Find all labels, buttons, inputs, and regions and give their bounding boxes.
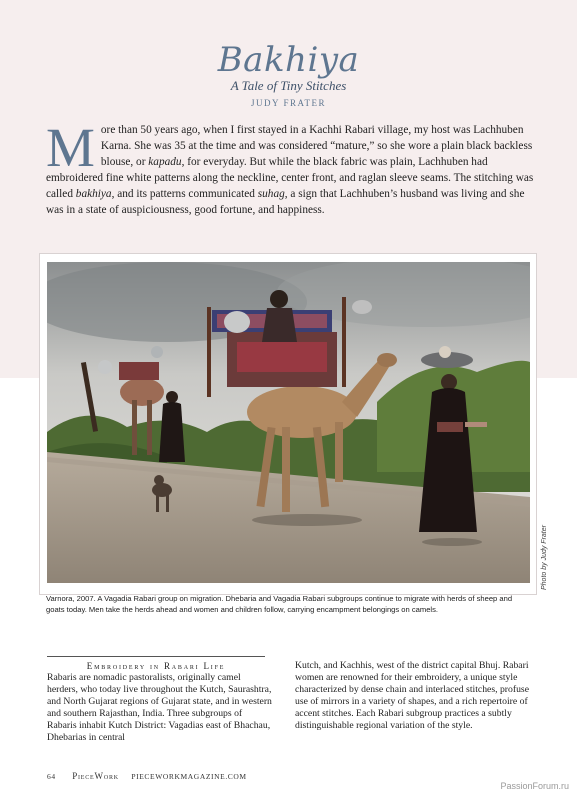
article-title: Bakhiya [217, 40, 360, 80]
intro-text-run: ore than 50 years ago, when I first stayed in a Kachhi Rabari village, my host was Lachhuben Karna. She was 35 at the time and was considered “mature,” so she wore a plain black backless blouse, or [100, 124, 533, 168]
section-heading: Embroidery in Rabari Life [86, 661, 226, 671]
intro-text-run: , a sign that Lachhuben’s husband was living and she was in a state of auspiciousness, good fortune, and happiness. [46, 187, 525, 216]
intro-text-run: , for everyday. But while the black fabric was plain, Lachhuben had embroidered fine white patterns along the neckline, center front, and raglan sleeve seams. The stitching was called [46, 155, 534, 200]
section-divider [47, 656, 265, 657]
intro-text-run: , and its patterns communicated [111, 187, 258, 200]
drop-cap: M [46, 117, 95, 178]
magazine-name: PieceWork [72, 771, 119, 781]
photo-caption: Varnora, 2007. A Vagadia Rabari group on migration. Dhebaria and Vagadia Rabari subgroups continue to migrate with herds of sheep and goats today. Men take the herds ahead and women and children follow, carrying encampment belongings on camels. [46, 594, 513, 614]
photo-credit: Photo by Judy Frater [541, 525, 548, 590]
intro-paragraph [46, 117, 536, 218]
body-column-right: Kutch, and Kachhis, west of the district capital Bhuj. Rabari women are renowned for their embroidery, a unique style characterized by dense chain and interlaced stitches, profuse use of mirrors in a variety of shapes, and a rich repertoire of accent stitches. Each Rabari subgroup practices a subtly distinguishable regional variation of the style. [295, 660, 530, 731]
migration-photo [47, 262, 530, 583]
page-footer [47, 771, 247, 782]
page-number: 64 [47, 772, 56, 781]
watermark: PassionForum.ru [500, 781, 569, 791]
article-byline: JUDY FRATER [251, 98, 326, 108]
body-column-left: Rabaris are nomadic pastoralists, originally camel herders, who today live throughout the Kutch, Saurashtra, and North Gujarat regions of Gujarat state, and in western and southern Rajasthan, India. Three subgroups of Rabaris inhabit Kutch District: Vagadias east of Bhachau, Dhebarias in central [47, 672, 272, 743]
article-subtitle: A Tale of Tiny Stitches [230, 78, 347, 93]
intro-italic-term: kapadu [148, 155, 182, 168]
magazine-website: PIECEWORKMAGAZINE.COM [131, 772, 247, 781]
intro-text [46, 117, 534, 216]
intro-italic-term: suhag [257, 187, 285, 200]
intro-italic-term: bakhiya [75, 187, 112, 200]
